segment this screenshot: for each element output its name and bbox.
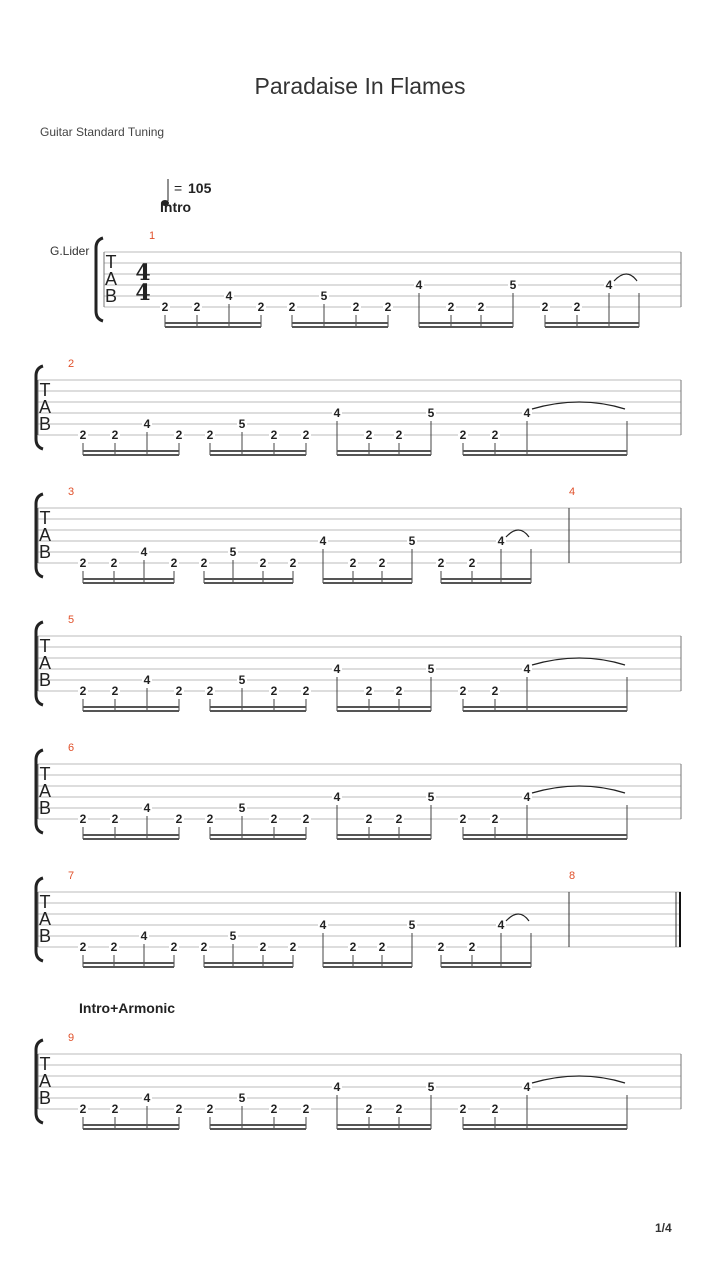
beam-secondary (165, 326, 261, 328)
fret-number: 2 (447, 300, 455, 314)
fret-number: 2 (352, 300, 360, 314)
beam-secondary (210, 454, 306, 456)
tab-clef-letter: B (38, 926, 52, 946)
fret-number: 2 (365, 428, 373, 442)
fret-number: 4 (523, 1080, 531, 1094)
beam-secondary (210, 838, 306, 840)
time-signature-top: 4 (135, 260, 151, 286)
beam-secondary (210, 1128, 306, 1130)
fret-number: 5 (408, 918, 416, 932)
beam-primary (441, 578, 531, 580)
beam-secondary (463, 838, 627, 840)
fret-number: 4 (523, 406, 531, 420)
beam-secondary (337, 454, 431, 456)
beam-secondary (323, 582, 412, 584)
fret-number: 2 (302, 1102, 310, 1116)
tempo-value: 105 (188, 180, 212, 196)
beam-primary (463, 706, 627, 708)
beam-primary (83, 706, 179, 708)
fret-number: 4 (523, 662, 531, 676)
tab-clef-letter: A (38, 1071, 52, 1091)
beam-primary (210, 834, 306, 836)
tab-clef-letter: T (39, 892, 51, 912)
fret-number: 2 (349, 940, 357, 954)
beam-secondary (337, 838, 431, 840)
fret-number: 2 (395, 684, 403, 698)
beam-primary (210, 1124, 306, 1126)
fret-number: 5 (238, 673, 246, 687)
tie-arc (506, 530, 529, 537)
fret-number: 2 (111, 684, 119, 698)
fret-number: 4 (143, 801, 151, 815)
tab-clef-letter: A (38, 397, 52, 417)
tie-arc (532, 786, 625, 793)
fret-number: 2 (365, 1102, 373, 1116)
beam-primary (545, 322, 639, 324)
beam-secondary (292, 326, 388, 328)
fret-number: 2 (302, 684, 310, 698)
fret-number: 4 (523, 790, 531, 804)
fret-number: 2 (170, 556, 178, 570)
fret-number: 2 (270, 812, 278, 826)
fret-number: 4 (143, 673, 151, 687)
fret-number: 2 (468, 940, 476, 954)
beam-primary (463, 1124, 627, 1126)
fret-number: 2 (110, 556, 118, 570)
fret-number: 2 (175, 428, 183, 442)
fret-number: 2 (175, 1102, 183, 1116)
fret-number: 2 (459, 684, 467, 698)
fret-number: 5 (238, 417, 246, 431)
fret-number: 2 (193, 300, 201, 314)
tab-clef-letter: B (38, 414, 52, 434)
fret-number: 2 (573, 300, 581, 314)
beam-secondary (441, 582, 531, 584)
fret-number: 5 (229, 545, 237, 559)
beam-secondary (463, 1128, 627, 1130)
fret-number: 2 (206, 812, 214, 826)
tie-arc (532, 1076, 625, 1083)
fret-number: 2 (477, 300, 485, 314)
fret-number: 2 (270, 1102, 278, 1116)
fret-number: 5 (427, 662, 435, 676)
fret-number: 2 (288, 300, 296, 314)
tab-clef-letter: T (39, 508, 51, 528)
fret-number: 4 (143, 417, 151, 431)
fret-number: 2 (459, 1102, 467, 1116)
system-bracket (96, 238, 103, 321)
fret-number: 2 (491, 812, 499, 826)
tab-clef-letter: A (38, 653, 52, 673)
beam-primary (83, 834, 179, 836)
fret-number: 2 (459, 812, 467, 826)
tab-clef-letter: T (39, 764, 51, 784)
tab-clef-letter: B (38, 798, 52, 818)
fret-number: 4 (333, 790, 341, 804)
fret-number: 4 (319, 918, 327, 932)
fret-number: 2 (541, 300, 549, 314)
measure-number: 8 (569, 870, 576, 882)
fret-number: 2 (437, 940, 445, 954)
tab-clef-letter: T (39, 380, 51, 400)
fret-number: 4 (497, 534, 505, 548)
beam-secondary (337, 710, 431, 712)
beam-secondary (83, 966, 174, 968)
fret-number: 5 (408, 534, 416, 548)
beam-secondary (204, 582, 293, 584)
beam-primary (83, 962, 174, 964)
beam-secondary (210, 710, 306, 712)
fret-number: 2 (175, 812, 183, 826)
beam-secondary (419, 326, 513, 328)
fret-number: 4 (319, 534, 327, 548)
fret-number: 5 (427, 406, 435, 420)
measure-number: 6 (68, 742, 75, 754)
beam-secondary (323, 966, 412, 968)
fret-number: 2 (79, 812, 87, 826)
tab-clef-letter: A (38, 909, 52, 929)
fret-number: 5 (509, 278, 517, 292)
beam-primary (204, 578, 293, 580)
fret-number: 2 (302, 812, 310, 826)
fret-number: 4 (333, 406, 341, 420)
fret-number: 2 (378, 940, 386, 954)
tempo-equals: = (174, 180, 183, 196)
fret-number: 2 (459, 428, 467, 442)
fret-number: 2 (270, 428, 278, 442)
fret-number: 5 (238, 1091, 246, 1105)
fret-number: 2 (79, 428, 87, 442)
tie-arc (614, 274, 637, 281)
beam-primary (463, 450, 627, 452)
fret-number: 2 (206, 1102, 214, 1116)
fret-number: 4 (497, 918, 505, 932)
fret-number: 4 (333, 1080, 341, 1094)
fret-number: 5 (320, 289, 328, 303)
tab-clef-letter: A (104, 269, 118, 289)
beam-secondary (83, 582, 174, 584)
fret-number: 2 (257, 300, 265, 314)
fret-number: 2 (395, 428, 403, 442)
fret-number: 5 (238, 801, 246, 815)
beam-secondary (545, 326, 639, 328)
tab-clef-letter: B (104, 286, 118, 306)
page-number: 1/4 (655, 1221, 672, 1235)
fret-number: 2 (384, 300, 392, 314)
fret-number: 2 (491, 684, 499, 698)
fret-number: 2 (491, 428, 499, 442)
beam-primary (210, 706, 306, 708)
fret-number: 2 (200, 556, 208, 570)
beam-secondary (204, 966, 293, 968)
beam-primary (337, 706, 431, 708)
fret-number: 2 (270, 684, 278, 698)
fret-number: 2 (437, 556, 445, 570)
fret-number: 5 (229, 929, 237, 943)
tab-clef-letter: A (38, 525, 52, 545)
beam-primary (337, 1124, 431, 1126)
beam-primary (337, 834, 431, 836)
tab-clef-letter: A (38, 781, 52, 801)
fret-number: 2 (206, 428, 214, 442)
beam-secondary (337, 1128, 431, 1130)
beam-primary (441, 962, 531, 964)
fret-number: 2 (349, 556, 357, 570)
fret-number: 2 (259, 556, 267, 570)
beam-primary (165, 322, 261, 324)
beam-primary (337, 450, 431, 452)
beam-secondary (83, 710, 179, 712)
beam-secondary (83, 838, 179, 840)
beam-primary (419, 322, 513, 324)
fret-number: 4 (143, 1091, 151, 1105)
measure-number: 2 (68, 358, 75, 370)
fret-number: 2 (289, 940, 297, 954)
fret-number: 2 (111, 812, 119, 826)
track-name: G.Lider (50, 244, 90, 258)
fret-number: 2 (378, 556, 386, 570)
tab-clef-letter: T (39, 1054, 51, 1074)
beam-secondary (441, 966, 531, 968)
tie-arc (506, 914, 529, 921)
fret-number: 2 (302, 428, 310, 442)
beam-primary (83, 1124, 179, 1126)
fret-number: 4 (333, 662, 341, 676)
measure-number: 7 (68, 870, 75, 882)
fret-number: 2 (365, 684, 373, 698)
fret-number: 2 (395, 1102, 403, 1116)
fret-number: 2 (175, 684, 183, 698)
tab-clef-letter: B (38, 542, 52, 562)
beam-secondary (463, 454, 627, 456)
fret-number: 2 (170, 940, 178, 954)
beam-primary (83, 578, 174, 580)
fret-number: 5 (427, 790, 435, 804)
beam-primary (323, 578, 412, 580)
fret-number: 2 (468, 556, 476, 570)
measure-number: 3 (68, 486, 75, 498)
song-title: Paradaise In Flames (254, 73, 466, 99)
time-signature-bottom: 4 (135, 280, 151, 306)
fret-number: 2 (200, 940, 208, 954)
measure-number: 1 (149, 230, 156, 242)
fret-number: 2 (79, 556, 87, 570)
section-label: Intro+Armonic (79, 1000, 176, 1016)
beam-primary (83, 450, 179, 452)
fret-number: 2 (79, 1102, 87, 1116)
fret-number: 4 (605, 278, 613, 292)
beam-primary (323, 962, 412, 964)
fret-number: 2 (111, 1102, 119, 1116)
measure-number: 5 (68, 614, 75, 626)
fret-number: 5 (427, 1080, 435, 1094)
tuning-label: Guitar Standard Tuning (40, 125, 165, 139)
fret-number: 2 (111, 428, 119, 442)
fret-number: 2 (161, 300, 169, 314)
beam-primary (210, 450, 306, 452)
beam-primary (204, 962, 293, 964)
fret-number: 2 (259, 940, 267, 954)
fret-number: 4 (415, 278, 423, 292)
tab-clef-letter: B (38, 670, 52, 690)
tie-arc (532, 402, 625, 409)
beam-secondary (83, 454, 179, 456)
fret-number: 2 (79, 940, 87, 954)
fret-number: 2 (79, 684, 87, 698)
beam-primary (292, 322, 388, 324)
beam-secondary (83, 1128, 179, 1130)
beam-primary (463, 834, 627, 836)
fret-number: 2 (365, 812, 373, 826)
measure-number: 9 (68, 1032, 75, 1044)
tie-arc (532, 658, 625, 665)
tab-clef-letter: T (39, 636, 51, 656)
fret-number: 2 (206, 684, 214, 698)
fret-number: 4 (140, 929, 148, 943)
fret-number: 2 (289, 556, 297, 570)
fret-number: 2 (395, 812, 403, 826)
fret-number: 2 (491, 1102, 499, 1116)
section-label: Intro (160, 199, 192, 215)
measure-number: 4 (569, 486, 576, 498)
beam-secondary (463, 710, 627, 712)
fret-number: 2 (110, 940, 118, 954)
fret-number: 4 (140, 545, 148, 559)
tab-clef-letter: T (105, 252, 117, 272)
fret-number: 4 (225, 289, 233, 303)
tab-clef-letter: B (38, 1088, 52, 1108)
